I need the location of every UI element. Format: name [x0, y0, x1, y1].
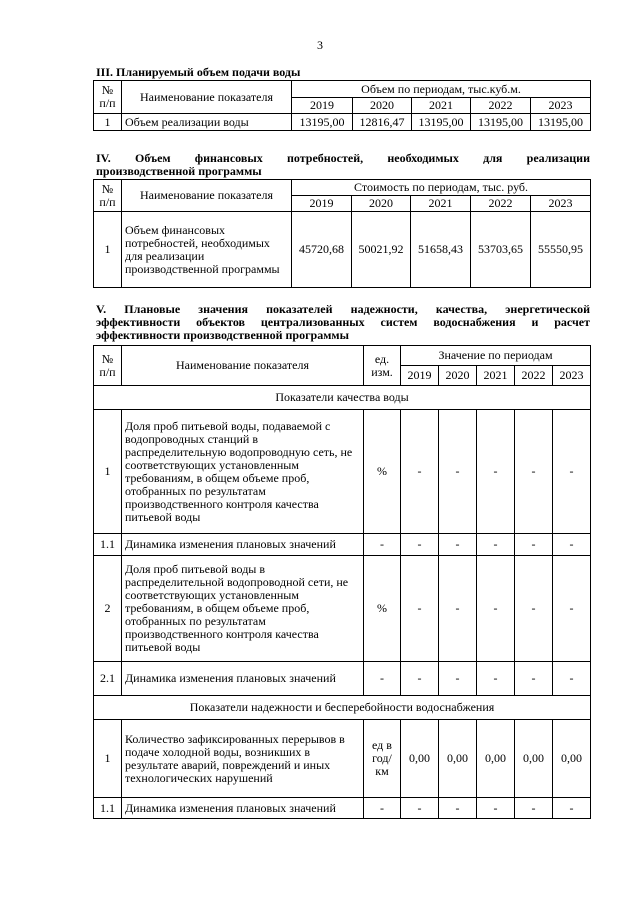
year-header: 2021 — [477, 366, 515, 386]
col-name-header: Наименование показателя — [122, 81, 292, 114]
table-row — [94, 212, 591, 288]
year-header: 2020 — [439, 366, 477, 386]
row-num: 1.1 — [94, 798, 122, 819]
row-unit: ед в год/ км — [364, 720, 401, 798]
row-name: Объем финансовых потребностей, необходимых для реализации производственной программы — [122, 212, 292, 288]
year-header: 2019 — [401, 366, 439, 386]
cell-value: - — [553, 798, 591, 819]
cell-value: - — [439, 556, 477, 662]
cell-value: - — [401, 662, 439, 696]
cell-value: - — [553, 556, 591, 662]
cell-value: 0,00 — [477, 720, 515, 798]
row-num: 2.1 — [94, 662, 122, 696]
row-name: Доля проб питьевой воды в распределительной водопроводной сети, не соответствующих установленным требованиям, в общем объеме проб, отобранных по результатам производственного контроля качества питьевой воды — [122, 556, 364, 662]
table-row — [94, 534, 591, 556]
section5-title-line3: эффективности производственной программы — [96, 328, 349, 342]
year-header: 2022 — [471, 98, 531, 114]
cell-value: - — [515, 410, 553, 534]
section4-title — [96, 152, 590, 178]
year-header: 2023 — [531, 196, 591, 212]
period-group-header: Значение по периодам — [401, 346, 591, 366]
year-header: 2023 — [553, 366, 591, 386]
year-header: 2021 — [411, 196, 471, 212]
col-num-header: № п/п — [94, 346, 122, 386]
cell-value: 13195,00 — [292, 114, 353, 131]
page-number: 3 — [317, 38, 323, 52]
col-num-header: № п/п — [94, 81, 122, 114]
cell-value: - — [515, 556, 553, 662]
year-header: 2021 — [412, 98, 471, 114]
row-unit: - — [364, 534, 401, 556]
row-unit: - — [364, 662, 401, 696]
row-unit: % — [364, 556, 401, 662]
section5-table — [93, 345, 591, 819]
period-group-header: Стоимость по периодам, тыс. руб. — [292, 180, 591, 196]
group-quality-header: Показатели качества воды — [94, 386, 591, 410]
row-name: Объем реализации воды — [122, 114, 292, 131]
group-reliability-header: Показатели надежности и бесперебойности водоснабжения — [94, 696, 591, 720]
table-row — [94, 720, 591, 798]
cell-value: 13195,00 — [531, 114, 591, 131]
cell-value: - — [401, 798, 439, 819]
section5-title — [96, 303, 590, 342]
row-num: 2 — [94, 556, 122, 662]
section4-table — [93, 179, 591, 288]
section4-title-line2: производственной программы — [96, 164, 262, 178]
cell-value: 50021,92 — [352, 212, 411, 288]
cell-value: - — [401, 534, 439, 556]
section3-title: III. Планируемый объем подачи воды — [96, 65, 301, 79]
cell-value: - — [401, 410, 439, 534]
section5-title-line2: эффективности объектов централизованных систем водоснабжения и расчет — [96, 315, 590, 329]
table-row — [94, 798, 591, 819]
year-header: 2020 — [352, 196, 411, 212]
period-group-header: Объем по периодам, тыс.куб.м. — [292, 81, 591, 98]
cell-value: 0,00 — [439, 720, 477, 798]
cell-value: - — [401, 556, 439, 662]
row-name: Динамика изменения плановых значений — [122, 662, 364, 696]
cell-value: - — [553, 662, 591, 696]
cell-value: - — [477, 662, 515, 696]
col-num-header: № п/п — [94, 180, 122, 212]
year-header: 2023 — [531, 98, 591, 114]
section3-table — [93, 80, 591, 131]
cell-value: - — [553, 410, 591, 534]
section4-title-line1: IV. Объем финансовых потребностей, необходимых для реализации — [96, 151, 590, 165]
row-unit: - — [364, 798, 401, 819]
year-header: 2019 — [292, 98, 353, 114]
row-name: Количество зафиксированных перерывов в подаче холодной воды, возникших в результате аварий, повреждений и иных технологических нарушений — [122, 720, 364, 798]
cell-value: 0,00 — [553, 720, 591, 798]
col-unit-header: ед. изм. — [364, 346, 401, 386]
cell-value: - — [553, 534, 591, 556]
row-num: 1 — [94, 212, 122, 288]
table-row — [94, 556, 591, 662]
cell-value: 53703,65 — [471, 212, 531, 288]
row-unit: % — [364, 410, 401, 534]
cell-value: - — [477, 556, 515, 662]
table-row — [94, 114, 591, 131]
row-num: 1.1 — [94, 534, 122, 556]
cell-value: - — [515, 534, 553, 556]
cell-value: - — [477, 798, 515, 819]
cell-value: 55550,95 — [531, 212, 591, 288]
cell-value: - — [439, 662, 477, 696]
cell-value: 45720,68 — [292, 212, 352, 288]
table-row — [94, 662, 591, 696]
col-name-header: Наименование показателя — [122, 346, 364, 386]
cell-value: 0,00 — [515, 720, 553, 798]
cell-value: - — [477, 410, 515, 534]
cell-value: - — [439, 410, 477, 534]
table-row — [94, 410, 591, 534]
row-num: 1 — [94, 410, 122, 534]
cell-value: 0,00 — [401, 720, 439, 798]
col-name-header: Наименование показателя — [122, 180, 292, 212]
cell-value: 13195,00 — [471, 114, 531, 131]
cell-value: 51658,43 — [411, 212, 471, 288]
row-name: Динамика изменения плановых значений — [122, 534, 364, 556]
section5-title-line1: V. Плановые значения показателей надежности, качества, энергетической — [96, 302, 590, 316]
cell-value: - — [439, 534, 477, 556]
cell-value: - — [477, 534, 515, 556]
row-name: Динамика изменения плановых значений — [122, 798, 364, 819]
cell-value: 13195,00 — [412, 114, 471, 131]
year-header: 2020 — [353, 98, 412, 114]
row-num: 1 — [94, 720, 122, 798]
cell-value: 12816,47 — [353, 114, 412, 131]
row-num: 1 — [94, 114, 122, 131]
year-header: 2019 — [292, 196, 352, 212]
cell-value: - — [515, 662, 553, 696]
year-header: 2022 — [515, 366, 553, 386]
row-name: Доля проб питьевой воды, подаваемой с водопроводных станций в распределительную водопроводную сеть, не соответствующих установленным требованиям, в общем объеме проб, отобранных по результатам производственного контроля качества питьевой воды — [122, 410, 364, 534]
cell-value: - — [515, 798, 553, 819]
cell-value: - — [439, 798, 477, 819]
year-header: 2022 — [471, 196, 531, 212]
